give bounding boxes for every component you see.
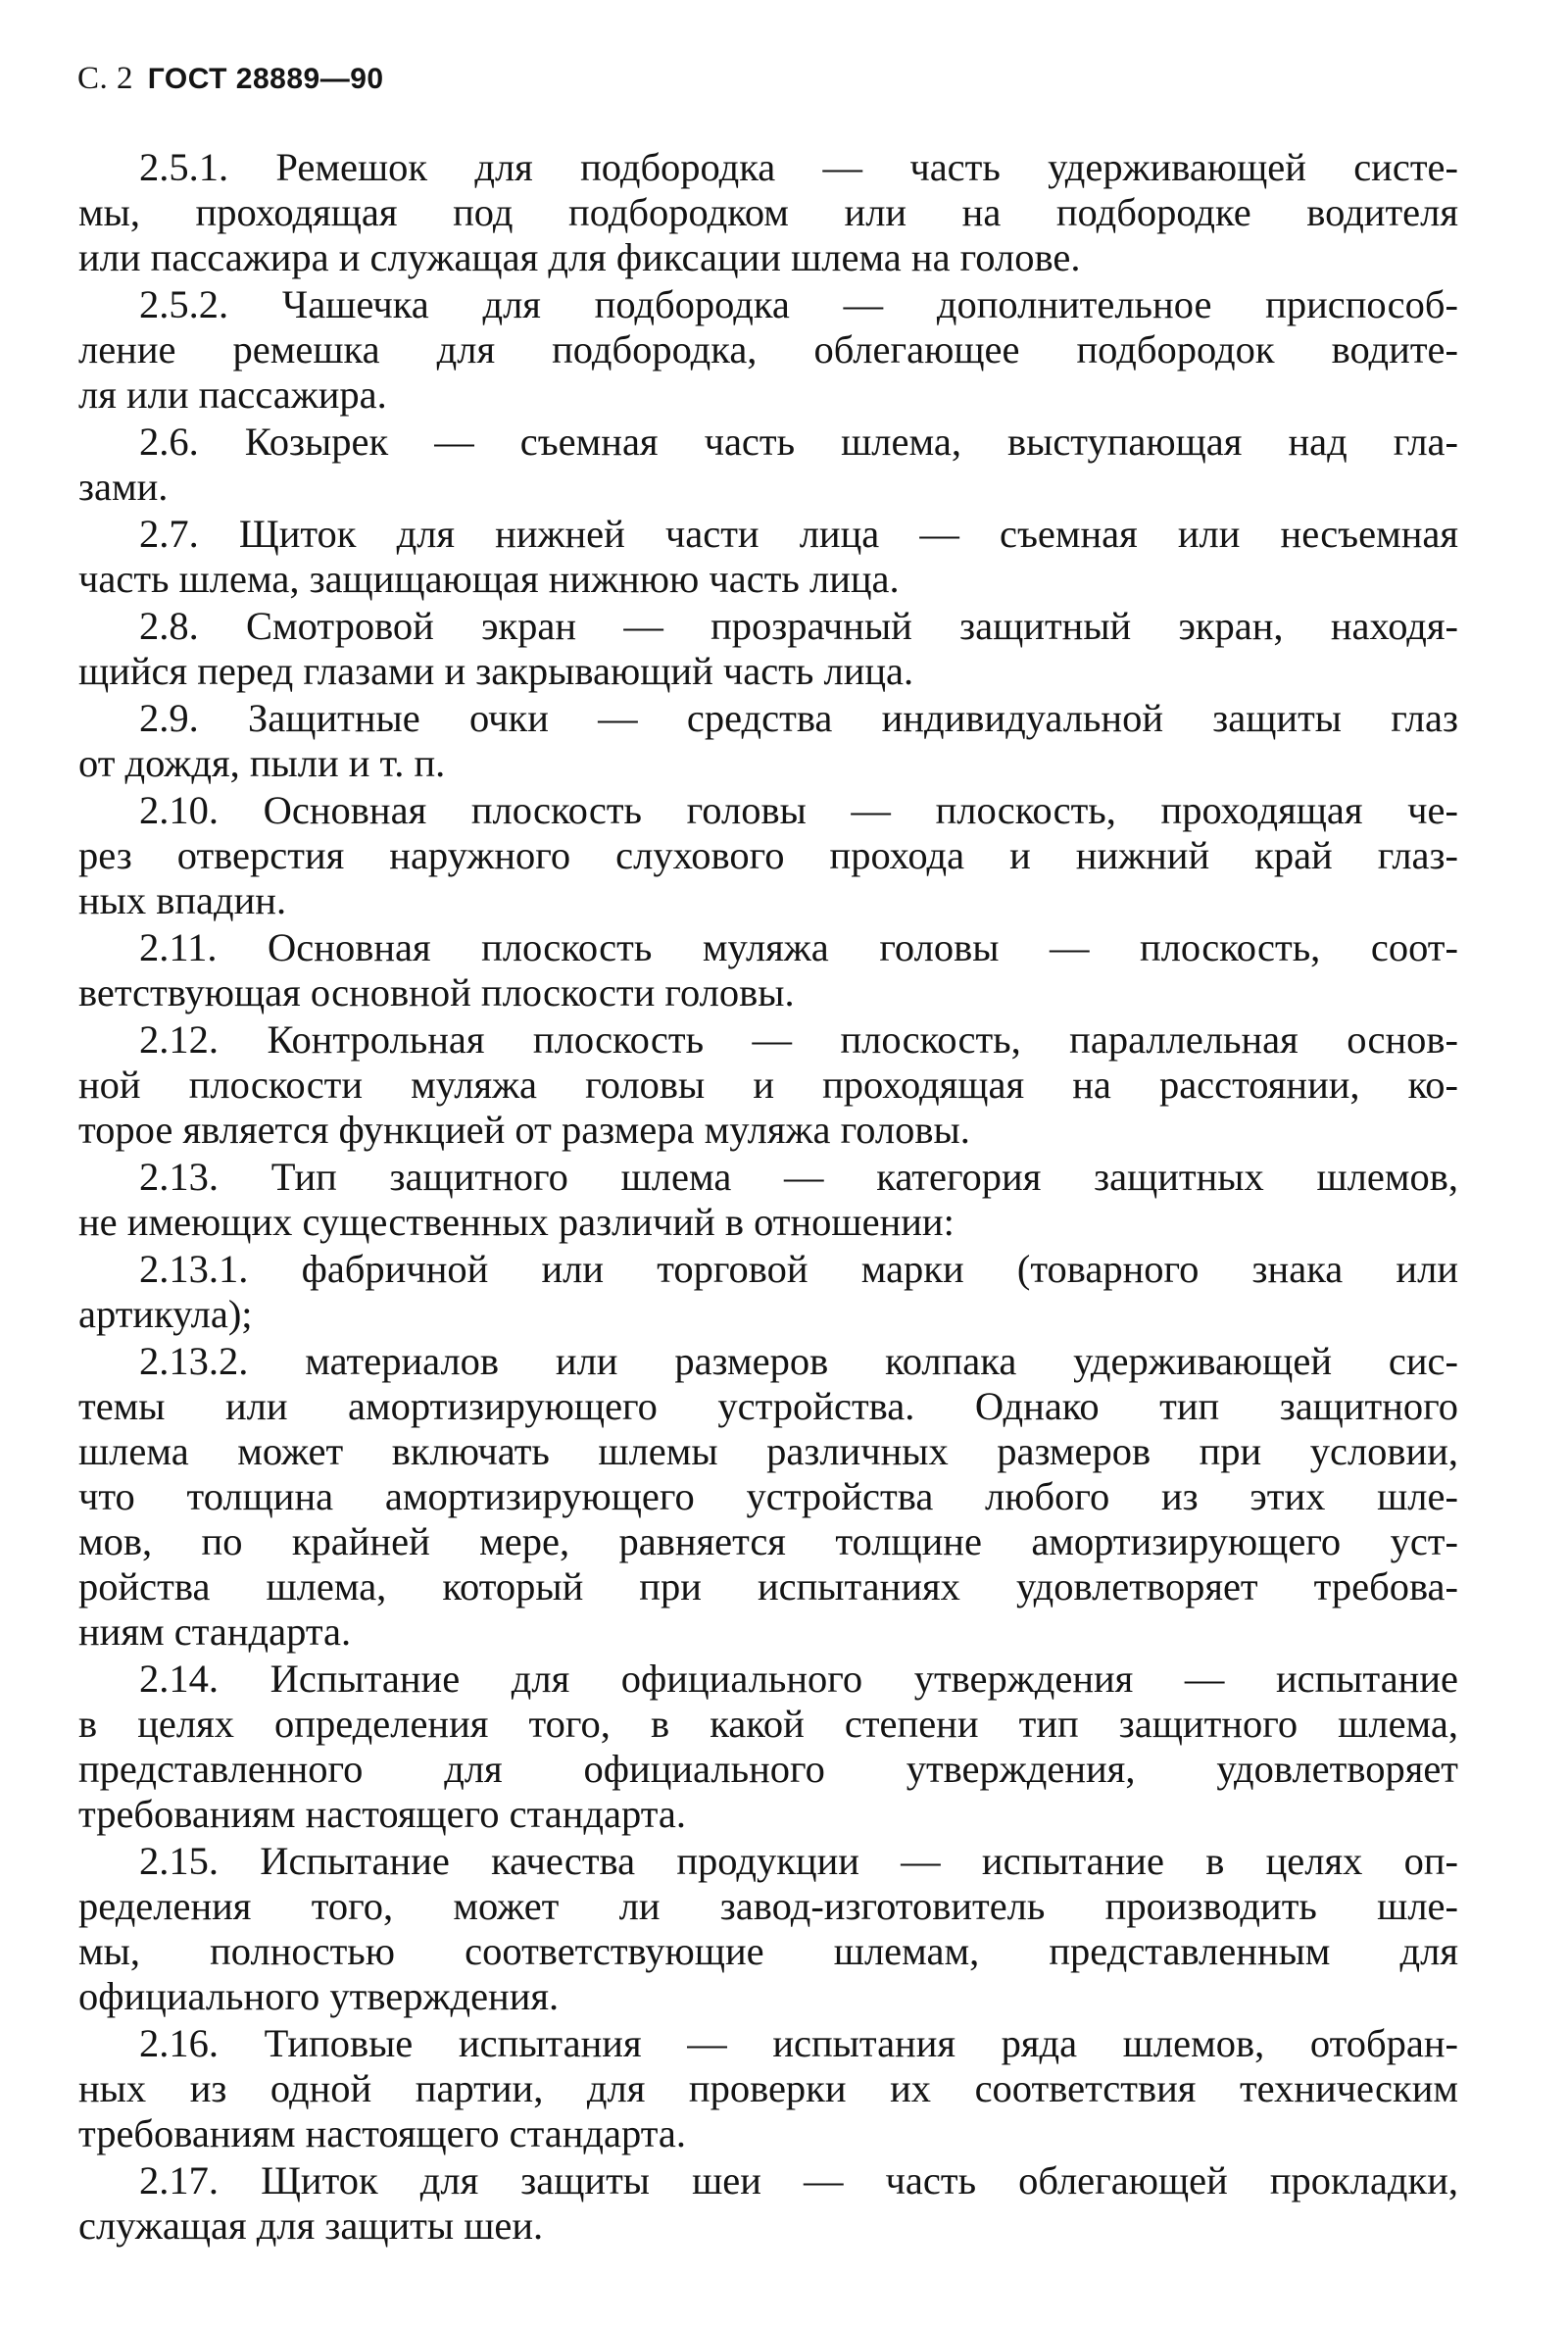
text-line: представленного для официального утверждения, удовлетворяет [78, 1747, 1458, 1791]
text-line: рез отверстия наружного слухового прохода и нижний край глаз- [78, 833, 1458, 877]
text-line: что толщина амортизирующего устройства любого из этих шле- [78, 1474, 1458, 1518]
text-line: ной плоскости муляжа головы и проходящая на расстоянии, ко- [78, 1063, 1458, 1107]
text-line: зами. [78, 465, 169, 509]
page-number: С. 2 [77, 61, 134, 96]
text-line: мы, полностью соответствующие шлемам, представленным для [78, 1929, 1458, 1973]
text-line: мы, проходящая под подбородком или на подбородке водителя [78, 190, 1458, 234]
text-line: официального утверждения. [78, 1974, 560, 2018]
text-line: 2.11. Основная плоскость муляжа головы — плоскость, соот- [139, 925, 1458, 969]
text-line: ветствующая основной плоскости головы. [78, 970, 795, 1015]
text-line: шлема может включать шлемы различных размеров при условии, [78, 1429, 1458, 1473]
text-line: от дождя, пыли и т. п. [78, 741, 446, 785]
text-line: требованиям настоящего стандарта. [78, 1792, 687, 1836]
text-line: ление ремешка для подбородка, облегающее подбородок водите- [78, 327, 1458, 371]
text-line: ных из одной партии, для проверки их соответствия техническим [78, 2066, 1458, 2110]
text-line: 2.15. Испытание качества продукции — испытание в целях оп- [139, 1839, 1458, 1883]
text-line: 2.5.1. Ремешок для подбородка — часть удерживающей систе- [139, 145, 1458, 189]
text-line: часть шлема, защищающая нижнюю часть лица. [78, 557, 900, 601]
text-line: 2.9. Защитные очки — средства индивидуальной защиты глаз [139, 696, 1458, 740]
text-line: 2.8. Смотровой экран — прозрачный защитный экран, находя- [139, 604, 1458, 648]
text-line: 2.5.2. Чашечка для подбородка — дополнительное приспособ- [139, 282, 1458, 326]
text-line: в целях определения того, в какой степени тип защитного шлема, [78, 1702, 1458, 1746]
text-line: 2.13.2. материалов или размеров колпака удерживающей сис- [139, 1339, 1458, 1383]
text-line: 2.13.1. фабричной или торговой марки (товарного знака или [139, 1247, 1458, 1291]
standard-code: ГОСТ 28889—90 [147, 63, 384, 95]
text-line: темы или амортизирующего устройства. Однако тип защитного [78, 1384, 1458, 1428]
text-line: щийся перед глазами и закрывающий часть лица. [78, 649, 914, 693]
text-line: служащая для защиты шеи. [78, 2203, 544, 2248]
text-line: или пассажира и служащая для фиксации шлема на голове. [78, 235, 1081, 279]
text-line: 2.13. Тип защитного шлема — категория защитных шлемов, [139, 1155, 1458, 1199]
text-line: 2.16. Типовые испытания — испытания ряда шлемов, отобран- [139, 2021, 1458, 2065]
running-head [77, 61, 384, 97]
text-line: 2.10. Основная плоскость головы — плоскость, проходящая че- [139, 788, 1458, 832]
text-line: не имеющих существенных различий в отношении: [78, 1200, 955, 1244]
text-line: 2.17. Щиток для защиты шеи — часть облегающей прокладки, [139, 2158, 1458, 2202]
text-line: 2.14. Испытание для официального утверждения — испытание [139, 1657, 1458, 1701]
text-line: 2.7. Щиток для нижней части лица — съемная или несъемная [139, 512, 1458, 556]
text-line: артикула); [78, 1292, 253, 1336]
text-line: ниям стандарта. [78, 1609, 352, 1654]
text-line: ройства шлема, который при испытаниях удовлетворяет требова- [78, 1564, 1458, 1608]
text-line: 2.6. Козырек — съемная часть шлема, выступающая над гла- [139, 420, 1458, 464]
text-line: ля или пассажира. [78, 372, 387, 417]
text-line: требованиям настоящего стандарта. [78, 2111, 687, 2155]
text-line: мов, по крайней мере, равняется толщине амортизирующего уст- [78, 1519, 1458, 1563]
text-line: 2.12. Контрольная плоскость — плоскость, параллельная основ- [139, 1017, 1458, 1062]
text-line: торое является функцией от размера муляжа головы. [78, 1108, 970, 1152]
text-line: ределения того, может ли завод-изготовитель производить шле- [78, 1884, 1458, 1928]
text-line: ных впадин. [78, 878, 287, 922]
